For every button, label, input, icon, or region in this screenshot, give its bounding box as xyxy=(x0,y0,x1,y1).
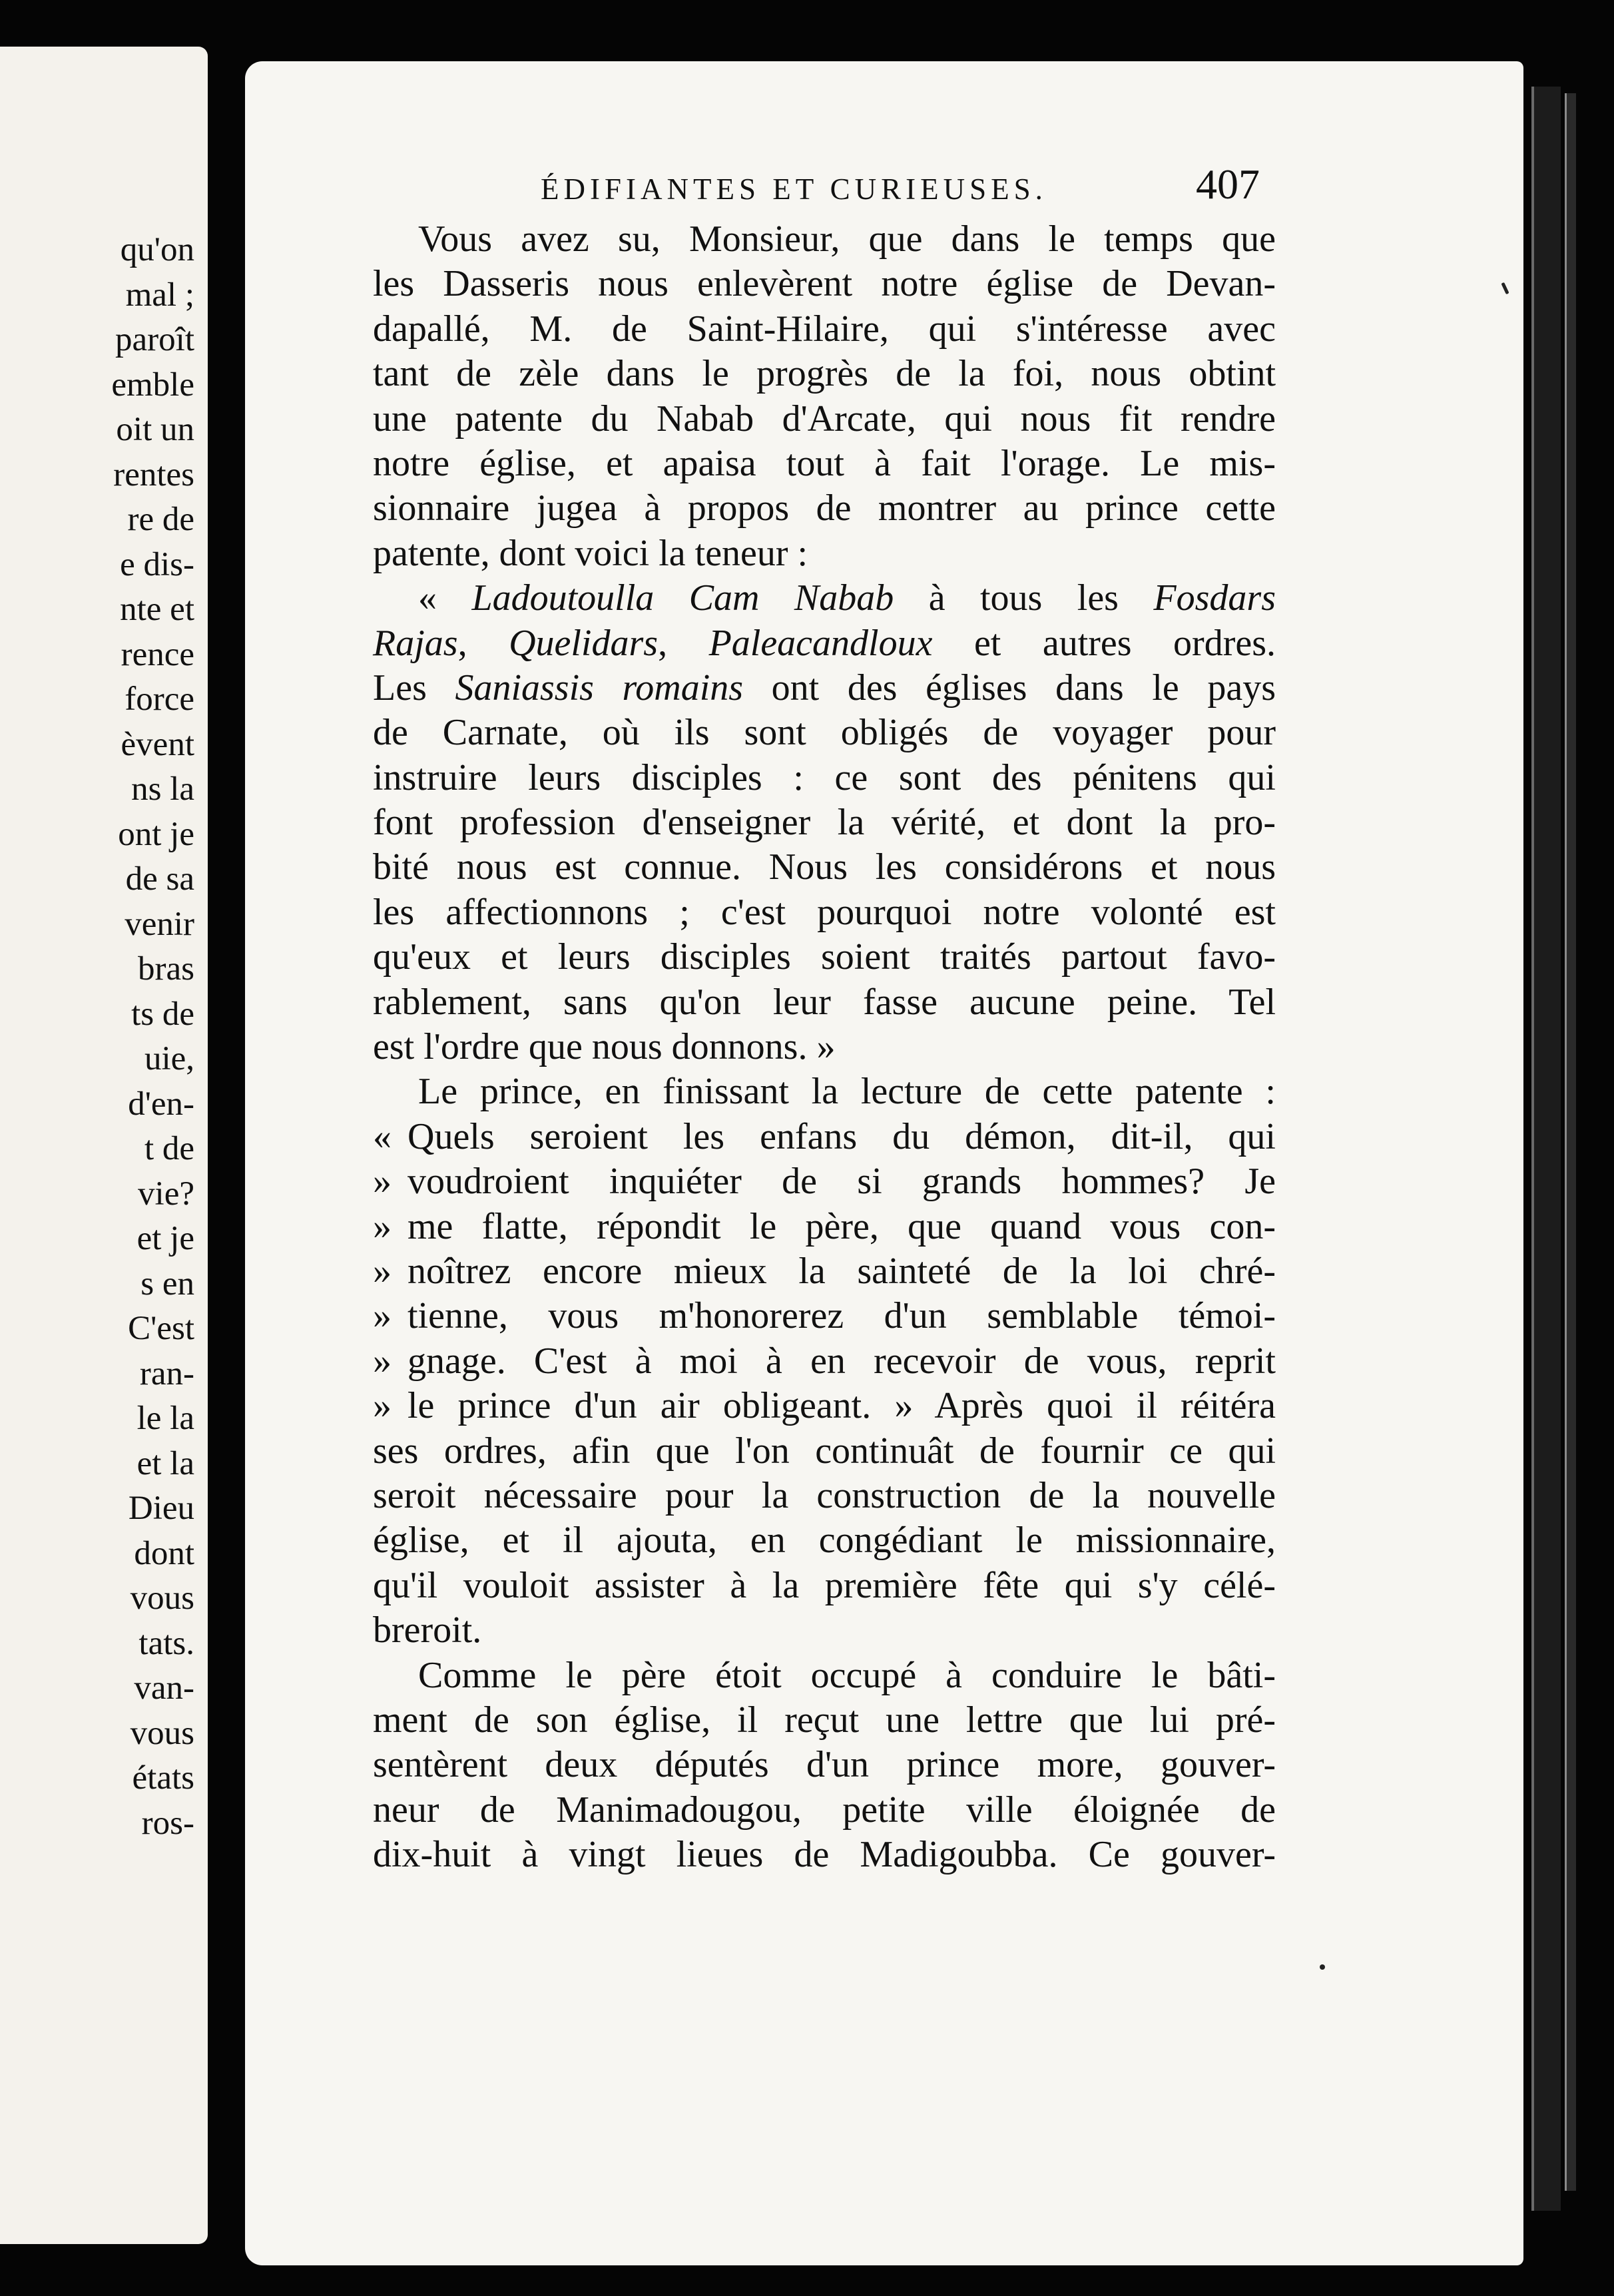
text-span: est l'ordre que nous donnons. » xyxy=(373,1026,836,1068)
text-line xyxy=(373,1205,1276,1249)
text-line xyxy=(373,1608,1276,1653)
previous-page-line: paroît xyxy=(115,321,194,358)
quote-mark: « xyxy=(373,1115,392,1157)
text-span: noîtrez encore mieux la sainteté de la loi chré- xyxy=(407,1250,1276,1292)
previous-page-line: rentes xyxy=(113,455,194,493)
quote-mark: » xyxy=(373,1385,392,1427)
text-line xyxy=(373,262,1276,306)
previous-page-line: ros- xyxy=(141,1804,194,1842)
quote-mark: » xyxy=(373,1340,392,1382)
text-line xyxy=(373,1069,1276,1114)
text-span: rablement, sans qu'on leur fasse aucune peine. Tel xyxy=(373,981,1276,1023)
previous-page-line: tats. xyxy=(138,1624,194,1662)
previous-page-line: ts de xyxy=(131,995,194,1033)
previous-page-line: états xyxy=(132,1759,194,1797)
previous-page-line: t de xyxy=(144,1130,194,1167)
text-line xyxy=(373,1743,1276,1787)
text-line xyxy=(373,935,1276,980)
text-line xyxy=(373,576,1276,621)
text-span: Vous avez su, Monsieur, que dans le temps que xyxy=(418,218,1276,260)
italic-text: Saniassis romains xyxy=(455,667,744,709)
previous-page-line: uie, xyxy=(144,1040,194,1077)
text-span: font profession d'enseigner la vérité, et dont la pro- xyxy=(373,802,1276,844)
text-line xyxy=(373,666,1276,711)
text-span: qu'il vouloit assister à la première fête qui s'y célé- xyxy=(373,1564,1276,1606)
text-line xyxy=(373,441,1276,486)
text-span: sentèrent deux députés d'un prince more, gouver- xyxy=(373,1744,1276,1786)
previous-page-line: mal ; xyxy=(125,276,194,314)
text-span: , xyxy=(658,622,709,664)
text-span: dix-huit à vingt lieues de Madigoubba. Ce gouver- xyxy=(373,1834,1276,1876)
text-span: le prince d'un air obligeant. » Après quoi il réitéra xyxy=(407,1385,1276,1427)
text-line xyxy=(373,1294,1276,1338)
text-span: bité nous est connue. Nous les considérons et nous xyxy=(373,846,1276,888)
previous-page-line: venir xyxy=(125,905,194,943)
previous-page-text xyxy=(111,228,194,1846)
previous-page-line: ns la xyxy=(131,770,194,808)
text-line xyxy=(373,1339,1276,1384)
text-span: tant de zèle dans le progrès de la foi, nous obtint xyxy=(373,353,1276,395)
text-span: dapallé, M. de Saint-Hilaire, qui s'intéresse avec xyxy=(373,308,1276,350)
text-line xyxy=(373,486,1276,531)
running-title: ÉDIFIANTES ET CURIEUSES. xyxy=(541,172,1047,206)
text-line xyxy=(373,756,1276,800)
previous-page-line: de sa xyxy=(125,860,194,898)
text-span: les Dasseris nous enlevèrent notre église de Devan- xyxy=(373,263,1276,305)
italic-text: Ladoutoulla Cam Nabab xyxy=(471,577,894,619)
previous-page-line: rence xyxy=(121,635,194,673)
text-line xyxy=(373,1653,1276,1698)
previous-page-line: emble xyxy=(111,366,194,404)
book-edge xyxy=(1531,87,1561,2211)
previous-page-line: et je xyxy=(136,1220,194,1257)
text-line xyxy=(373,1518,1276,1563)
text-span: Le prince, en finissant la lecture de cette patente : xyxy=(418,1071,1276,1113)
text-line xyxy=(373,397,1276,441)
text-span: voudroient inquiéter de si grands hommes? Je xyxy=(407,1161,1276,1203)
text-span: « xyxy=(418,577,472,619)
text-span: me flatte, répondit le père, que quand vous con- xyxy=(407,1205,1276,1247)
text-line xyxy=(373,1564,1276,1608)
speck xyxy=(1320,1964,1325,1970)
text-span: de Carnate, où ils sont obligés de voyager pour xyxy=(373,712,1276,754)
text-span: breroit. xyxy=(373,1609,482,1651)
italic-text: Rajas xyxy=(373,622,458,664)
text-line xyxy=(373,1698,1276,1743)
quote-mark: » xyxy=(373,1161,392,1203)
previous-page-line: Dieu xyxy=(128,1490,194,1527)
text-line xyxy=(373,1429,1276,1474)
previous-page-line: qu'on xyxy=(120,231,194,268)
text-line xyxy=(373,800,1276,845)
text-line xyxy=(373,531,1276,576)
previous-page-line: ont je xyxy=(118,815,194,853)
text-span: seroit nécessaire pour la construction de la nouvelle xyxy=(373,1474,1276,1516)
text-span: à tous les xyxy=(894,577,1154,619)
previous-page-line: dont xyxy=(134,1534,194,1572)
quote-mark: » xyxy=(373,1205,392,1247)
previous-page-line: van- xyxy=(134,1669,194,1707)
previous-page-line: vous xyxy=(130,1714,194,1752)
previous-page-line: vous xyxy=(130,1579,194,1617)
previous-page-line: force xyxy=(125,681,194,718)
italic-text: Quelidars xyxy=(509,622,659,664)
text-line xyxy=(373,1115,1276,1159)
text-span: instruire leurs disciples : ce sont des pénitens qui xyxy=(373,756,1276,798)
previous-page-line: oit un xyxy=(116,411,194,448)
text-line xyxy=(373,217,1276,262)
text-line xyxy=(373,1788,1276,1833)
text-span: Comme le père étoit occupé à conduire le bâti- xyxy=(418,1654,1276,1696)
italic-text: Paleacandloux xyxy=(708,622,933,664)
text-span: Quels seroient les enfans du démon, dit-il, qui xyxy=(407,1115,1276,1157)
text-line xyxy=(373,845,1276,890)
text-line xyxy=(373,890,1276,935)
previous-page-line: s en xyxy=(140,1265,194,1302)
text-span: les affectionnons ; c'est pourquoi notre volonté est xyxy=(373,891,1276,933)
text-line xyxy=(373,1159,1276,1204)
previous-page-line: le la xyxy=(136,1400,194,1437)
text-line xyxy=(373,1833,1276,1877)
previous-page-line: bras xyxy=(138,950,194,988)
text-span: gnage. C'est à moi à en recevoir de vous, reprit xyxy=(407,1340,1276,1382)
previous-page-line: èvent xyxy=(121,725,194,763)
text-span: notre église, et apaisa tout à fait l'orage. Le mis- xyxy=(373,442,1276,484)
previous-page-line: C'est xyxy=(128,1310,194,1347)
text-span: une patente du Nabab d'Arcate, qui nous fit rendre xyxy=(373,398,1276,439)
text-line xyxy=(373,1025,1276,1069)
text-span: ont des églises dans le pays xyxy=(743,667,1276,709)
text-line xyxy=(373,711,1276,755)
quote-mark: » xyxy=(373,1250,392,1292)
previous-page-line: vie? xyxy=(138,1175,194,1213)
previous-page-line: nte et xyxy=(120,591,194,628)
text-span: patente, dont voici la teneur : xyxy=(373,532,808,574)
text-line xyxy=(373,1384,1276,1428)
book-edge-inner xyxy=(1565,93,1576,2191)
text-span: et autres ordres. xyxy=(932,622,1276,664)
text-line xyxy=(373,621,1276,666)
text-span: , xyxy=(457,622,509,664)
text-line xyxy=(373,307,1276,352)
text-line xyxy=(373,352,1276,396)
text-span: Les xyxy=(373,667,455,709)
body-text xyxy=(373,217,1276,1877)
page-number: 407 xyxy=(1196,160,1260,208)
text-span: ses ordres, afin que l'on continuât de fournir ce qui xyxy=(373,1430,1276,1472)
text-span: ment de son église, il reçut une lettre que lui pré- xyxy=(373,1699,1276,1741)
text-span: tienne, vous m'honorerez d'un semblable témoi- xyxy=(407,1295,1276,1337)
previous-page-line: ran- xyxy=(139,1354,194,1392)
previous-page-line: et la xyxy=(136,1444,194,1482)
text-line xyxy=(373,1249,1276,1294)
text-span: sionnaire jugea à propos de montrer au prince cette xyxy=(373,487,1276,529)
quote-mark: » xyxy=(373,1295,392,1337)
text-span: neur de Manimadougou, petite ville éloignée de xyxy=(373,1789,1276,1831)
text-line xyxy=(373,980,1276,1025)
text-span: église, et il ajouta, en congédiant le missionnaire, xyxy=(373,1520,1276,1562)
text-line xyxy=(373,1474,1276,1518)
text-span: qu'eux et leurs disciples soient traités partout favo- xyxy=(373,936,1276,978)
previous-page-line: d'en- xyxy=(128,1085,194,1123)
previous-page-line: re de xyxy=(127,501,194,538)
italic-text: Fosdars xyxy=(1153,577,1276,619)
previous-page-line: e dis- xyxy=(120,545,194,583)
previous-page xyxy=(0,47,208,2244)
